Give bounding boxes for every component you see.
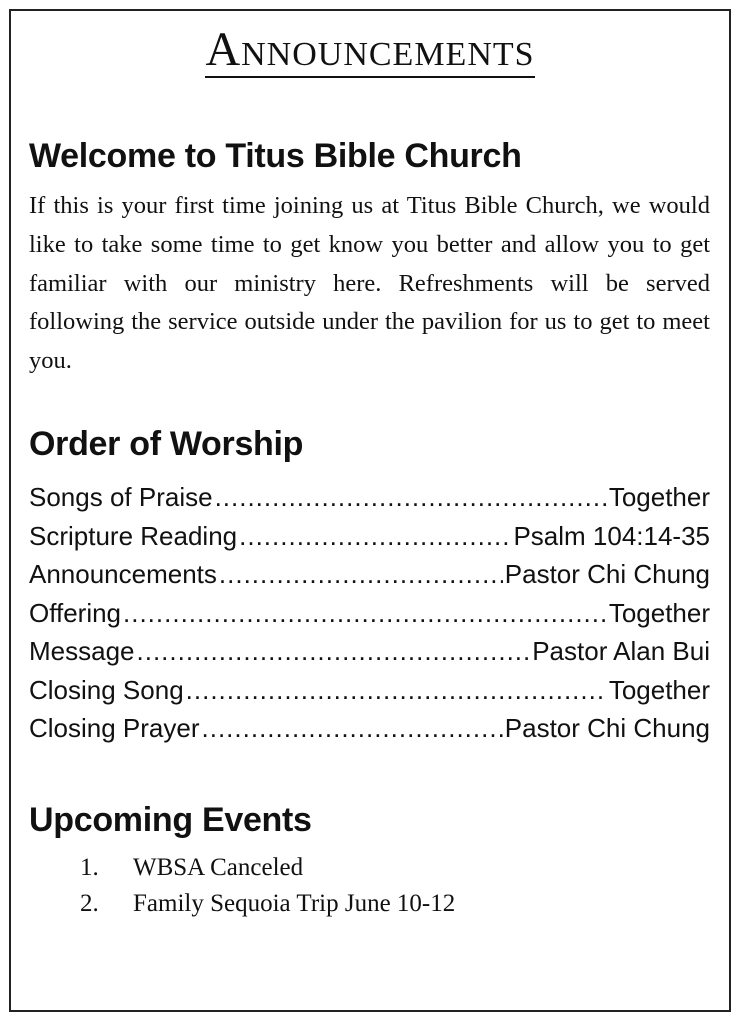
order-row xyxy=(29,709,710,748)
list-item xyxy=(80,886,455,922)
order-item: Songs of Praise xyxy=(29,482,213,512)
order-row xyxy=(29,478,710,517)
order-row xyxy=(29,671,710,710)
order-leader: Psalm 104:14-35 xyxy=(513,520,710,551)
order-leader: Together xyxy=(608,597,710,628)
order-item: Message xyxy=(29,636,135,666)
order-row xyxy=(29,555,710,594)
order-of-worship-heading: Order of Worship xyxy=(29,425,304,463)
welcome-heading: Welcome to Titus Bible Church xyxy=(29,137,522,175)
list-item-number: 1. xyxy=(80,854,99,881)
list-item-number: 2. xyxy=(80,890,99,917)
order-row xyxy=(29,594,710,633)
upcoming-events-heading: Upcoming Events xyxy=(29,801,312,839)
dot-leader xyxy=(186,671,607,710)
page-title-text: Announcements xyxy=(205,23,535,76)
dot-leader xyxy=(215,478,607,517)
list-item-text: WBSA Canceled xyxy=(133,854,304,881)
order-row xyxy=(29,517,710,556)
upcoming-events-list xyxy=(80,850,455,922)
order-leader: Pastor Chi Chung xyxy=(504,713,710,743)
dot-leader xyxy=(123,594,607,633)
list-item-text: Family Sequoia Trip June 10-12 xyxy=(133,890,456,917)
order-leader: Together xyxy=(608,482,710,512)
list-item xyxy=(80,850,455,886)
page-title xyxy=(0,22,740,78)
dot-leader xyxy=(239,517,511,556)
dot-leader xyxy=(137,632,531,671)
order-item: Announcements xyxy=(29,559,217,589)
order-leader: Together xyxy=(608,674,710,705)
dot-leader xyxy=(202,709,503,748)
order-leader: Pastor Chi Chung xyxy=(504,559,710,589)
order-item: Closing Prayer xyxy=(29,713,200,743)
dot-leader xyxy=(219,555,503,594)
order-item: Scripture Reading xyxy=(29,520,238,551)
order-of-worship-list xyxy=(29,478,710,748)
order-leader: Pastor Alan Bui xyxy=(532,636,710,666)
order-row xyxy=(29,632,710,671)
order-item: Offering xyxy=(29,597,122,628)
welcome-paragraph: If this is your first time joining us at Titus Bible Church, we would like to take some time to get know you better and allow you to get familiar with our ministry here. Refreshments will be served following the service outside under the pavilion for us to get to meet you. xyxy=(29,192,710,375)
order-item: Closing Song xyxy=(29,674,184,705)
